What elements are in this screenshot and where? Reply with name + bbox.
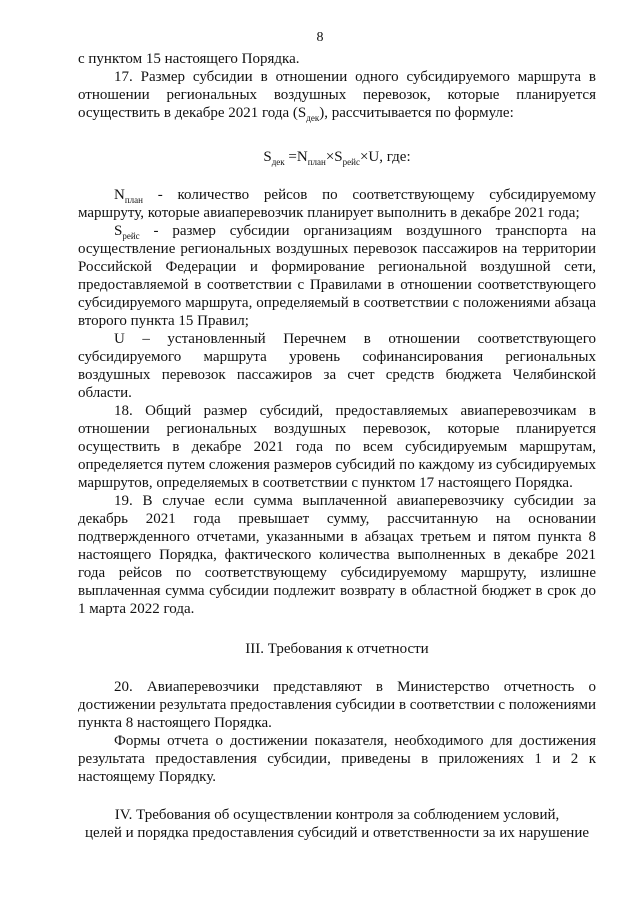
- def-n-text: - количество рейсов по соответствующему субсидируемому маршруту, которые авиаперевозчик планирует выполнить в декабре 2021 года;: [78, 187, 596, 221]
- formula: [78, 148, 596, 166]
- def-n-sub: план: [124, 195, 143, 205]
- formula-n-sub: план: [307, 157, 326, 167]
- def-s-sym: S: [114, 223, 123, 239]
- paragraph-17-sub: дек: [306, 113, 320, 123]
- paragraph-18: 18. Общий размер субсидий, предоставляемых авиаперевозчикам в отношении региональных воздушных перевозок, которые планируется осуществить в декабре 2021 года по всем субсидируемым маршрутам, определяется путем сложения размеров субсидий по каждому из субсидируемых маршрутов, определяемых в соответствии с пунктом 17 настоящего Порядка.: [78, 403, 596, 491]
- formula-r-sub: рейс: [342, 157, 360, 167]
- definition-u: U – установленный Перечнем в отношении соответствующего субсидируемого маршрута уровень софинансирования региональных воздушных перевозок пассажиров за счет средств бюджета Челябинской области.: [78, 331, 596, 401]
- paragraph-continuation: с пунктом 15 настоящего Порядка.: [78, 51, 300, 67]
- def-n-sym: N: [114, 187, 125, 203]
- definition-n-plan: [78, 186, 596, 222]
- section-heading-3: III. Требования к отчетности: [245, 641, 429, 657]
- formula-s: S: [263, 149, 272, 165]
- formula-x1: ×S: [325, 149, 343, 165]
- paragraph-20: 20. Авиаперевозчики представляют в Министерство отчетность о достижении результата предоставления субсидии в соответствии с положениями пункта 8 настоящего Порядка.: [78, 679, 596, 731]
- paragraph-19: 19. В случае если сумма выплаченной авиаперевозчику субсидии за декабрь 2021 года превышает сумму, рассчитанную на основании подтвержденного отчетами, указанными в абзацах третьем и пятом пункта 8 настоящего Порядка, фактического количества выполненных в декабре 2021 года рейсов по соответствующему субсидируемому маршруту, излишне выплаченная сумма субсидии подлежит возврату в областной бюджет в срок до 1 марта 2022 года.: [78, 493, 596, 617]
- formula-eq: =N: [284, 149, 308, 165]
- paragraph-17: [78, 68, 596, 122]
- definition-s-reis: [78, 222, 596, 330]
- formula-s-sub: дек: [271, 157, 285, 167]
- paragraph-17-text-a: 17. Размер субсидии в отношении одного субсидируемого маршрута в отношении региональных воздушных перевозок, которые планируется осуществить в декабре 2021 года (S: [78, 69, 596, 121]
- document-body: [78, 50, 596, 842]
- def-s-sub: рейс: [122, 231, 140, 241]
- paragraph-20-forms: Формы отчета о достижении показателя, необходимого для достижения результата предоставления субсидии, приведены в приложениях 1 и 2 к настоящему Порядку.: [78, 733, 596, 785]
- section-heading-4-line-2: целей и порядка предоставления субсидий и ответственности за их нарушение: [84, 825, 590, 841]
- paragraph-17-text-b: ), рассчитывается по формуле:: [319, 105, 514, 121]
- def-s-text: - размер субсидии организациям воздушного транспорта на осуществление региональных воздушных перевозок пассажиров на территории Российской Федерации и формирование региональной воздушной сети, предоставляемой в соответствии с Правилами в отношении соответствующего субсидируемого маршрута, определяемый в соответствии с положениями абзаца второго пункта 15 Правил;: [78, 223, 596, 329]
- formula-tail: ×U, где:: [359, 149, 411, 165]
- section-heading-4-line-1: IV. Требования об осуществлении контроля за соблюдением условий,: [114, 807, 560, 823]
- page-number: 8: [316, 30, 324, 45]
